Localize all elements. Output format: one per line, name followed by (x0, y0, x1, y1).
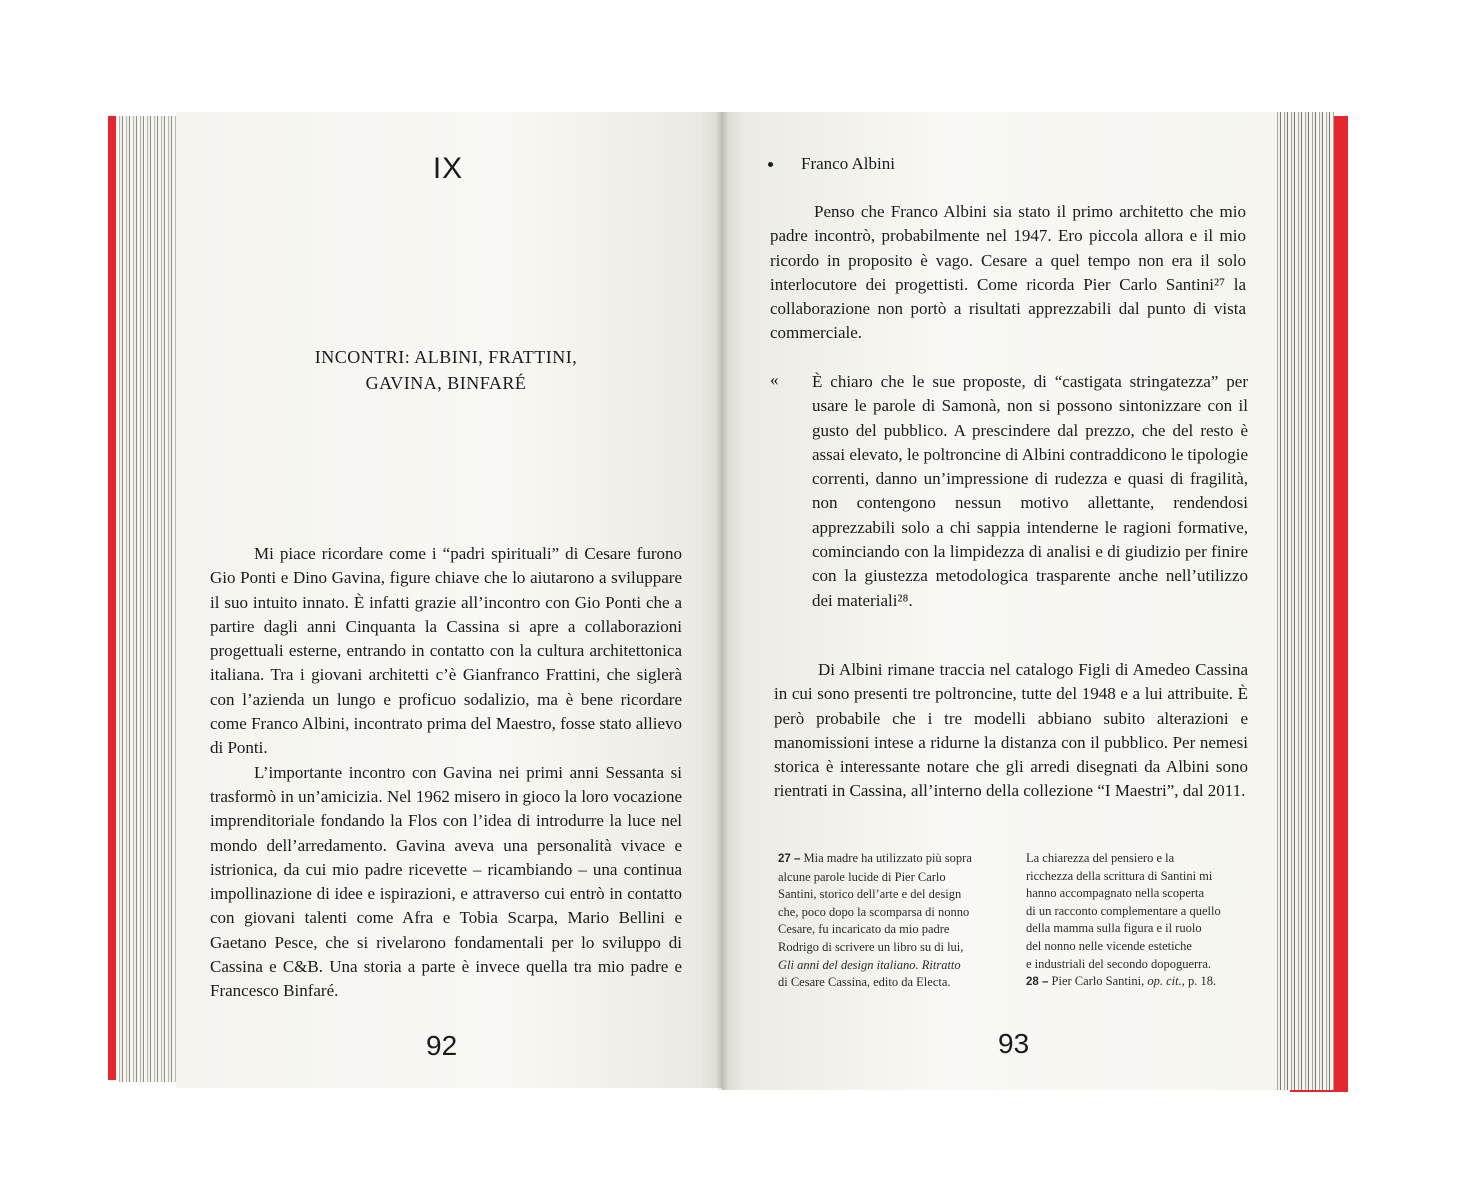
bullet-icon (768, 162, 773, 167)
paragraph: Penso che Franco Albini sia stato il primo architetto che mio padre incontrò, probabilmente nel 1947. Ero piccola allora e il mio ricordo in proposito è vago. Cesare a quel tempo non era il solo interlocutore dei progettisti. Come ricorda Pier Carlo Santini²⁷ la collaborazione non portò a risultati apprezzabili dal punto di vista commerciale. (770, 202, 1246, 343)
paragraph: L’importante incontro con Gavina nei primi anni Sessanta si trasformò in un’amicizia. Nel 1962 misero in gioco la loro vocazione imprenditoriale fondando la Flos con l’idea di introdurre la luce nel mondo dell’arredamento. Gavina aveva una personalità vivace e istrionica, da cui mio padre ricevette – ricambiando – una continua impollinazione di idee e ispirazioni, e attraverso cui entrò in contatto con giovani talenti come Afra e Tobia Scarpa, Mario Bellini e Gaetano Pesce, che si rivelarono fondamentali per lo sviluppo di Cassina e C&B. Una storia a parte è invece quella tra mio padre e Francesco Binfaré. (210, 762, 682, 1001)
quote-mark: « (770, 370, 779, 389)
left-page-body (210, 542, 682, 1004)
footnote-line: di Cesare Cassina, edito da Electa. (778, 975, 951, 990)
footnote-line: di un racconto complementare a quello (1026, 903, 1221, 918)
page-number-left: 92 (426, 1030, 458, 1061)
footnote-line: della mamma sulla figura e il ruolo (1026, 921, 1202, 936)
footnote-text: Mia madre ha utilizzato più sopra (800, 851, 972, 865)
footnote-column-1 (778, 850, 1010, 992)
paragraph: Mi piace ricordare come i “padri spirituali” di Cesare furono Gio Ponti e Dino Gavina, figure chiave che lo aiutarono a sviluppare il suo intuito innato. È infatti grazie all’incontro con Gio Ponti che a partire dagli anni Cinquanta la Cassina si apre a collaborazioni progettuali esterne, entrando in contatto con la cultura architettonica italiana. Tra i giovani architetti c’è Gianfranco Frattini, che siglerà con l’azienda un lungo e proficuo sodalizio, ma è bene ricordare come Franco Albini, incontrato prima del Maestro, fosse stato allievo di Ponti. (210, 544, 682, 758)
footnote-italic: op. cit. (1147, 974, 1182, 989)
footnote-line (1026, 973, 1258, 992)
footnote-line: del nonno nelle vicende estetiche (1026, 938, 1192, 953)
footnote-line: Rodrigo di scrivere un libro su di lui, (778, 939, 964, 954)
footnote-line: La chiarezza del pensiero e la (1026, 851, 1175, 865)
quote-text: È chiaro che le sue proposte, di “castigata stringatezza” per usare le parole di Samonà, non si possono sintonizzare con il gusto del pubblico. A prescindere dal prezzo, che del resto è assai elevato, le poltroncine di Albini contraddicono le tipologie correnti, danno un’impressione di rudezza e quasi di fragilità, non contengono nessun motivo allettante, rendendosi apprezzabili solo a chi sappia intenderne le ragioni formative, cominciando con la limpidezza di analisi e di giudizio per finire con la giustezza metodologica trasparente anche nell’utilizzo dei materiali²⁸. (812, 372, 1248, 610)
block-quote (812, 370, 1248, 613)
footnote-line: Santini, storico dell’arte e del design (778, 887, 962, 902)
page-number-right: 93 (998, 1028, 1030, 1059)
footnote-line: ricchezza della scrittura di Santini mi (1026, 868, 1213, 883)
footnote-line: hanno accompagnato nella scoperta (1026, 886, 1205, 901)
book-gutter (716, 112, 728, 1090)
chapter-title (260, 344, 632, 396)
footnote-number: 28 – (1026, 976, 1049, 989)
footnote-line: e industriali del secondo dopoguerra. (1026, 956, 1212, 971)
section-heading (768, 152, 1068, 176)
right-paragraph-2 (774, 658, 1248, 804)
footnote-column-2 (1026, 850, 1258, 992)
footnote-text: Pier Carlo Santini, (1048, 974, 1148, 989)
page-edges-left (116, 116, 182, 1082)
section-heading-text: Franco Albini (801, 154, 895, 173)
chapter-title-line: GAVINA, BINFARÉ (365, 373, 527, 393)
footnote-line (778, 850, 1010, 869)
footnote-line: alcune parole lucide di Pier Carlo (778, 869, 946, 884)
footnote-line: Cesare, fu incaricato da mio padre (778, 922, 950, 937)
paragraph: Di Albini rimane traccia nel catalogo Figli di Amedeo Cassina in cui sono presenti tre poltroncine, tutte del 1948 e a lui attribuite. È però probabile che i tre modelli abbiano subito alterazioni e manomissioni intese a ridurne la distanza con il pubblico. Per nemesi storica è interessante notare che gli arredi disegnati da Albini sono rientrati in Cassina, all’interno della collezione “I Maestri”, dal 2011. (774, 660, 1248, 801)
page-edges-right (1274, 112, 1334, 1090)
footnote-text: , p. 18. (1181, 974, 1217, 989)
footnote-line: Gli anni del design italiano. Ritratto (778, 957, 961, 972)
chapter-number: IX (432, 152, 464, 185)
footnote-number: 27 – (778, 853, 801, 865)
right-paragraph-1 (770, 200, 1246, 346)
footnote-line: che, poco dopo la scomparsa di nonno (778, 904, 970, 919)
chapter-title-line: INCONTRI: ALBINI, FRATTINI, (314, 347, 578, 367)
